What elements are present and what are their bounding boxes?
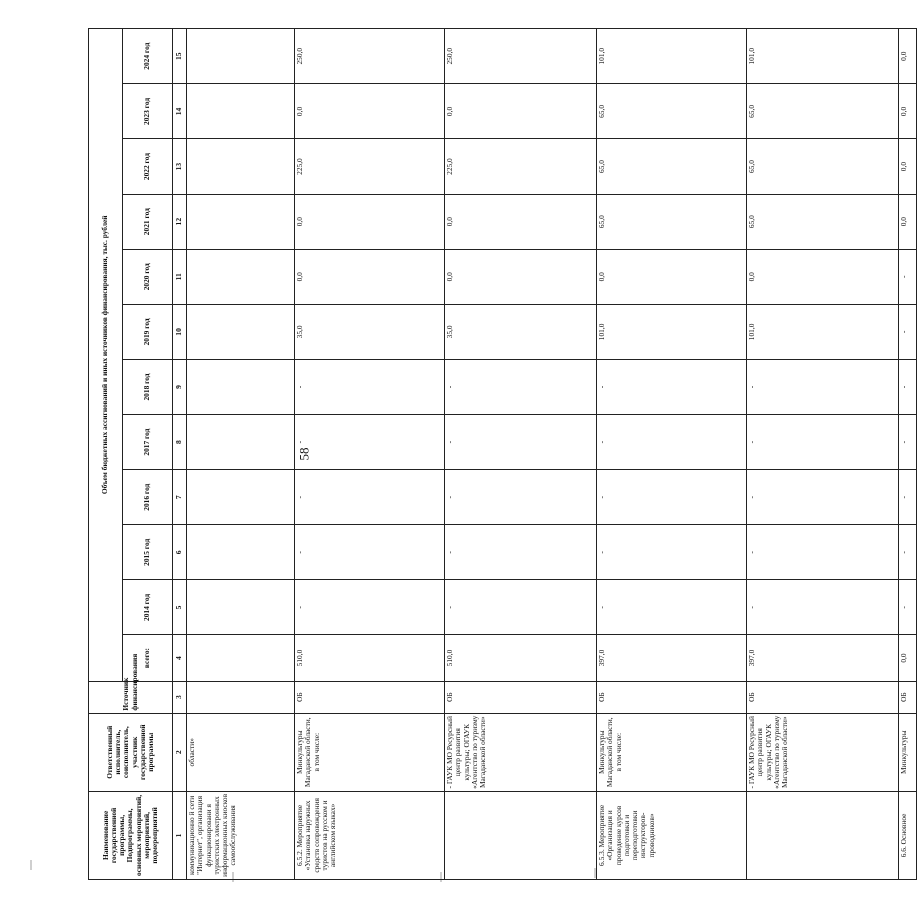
cell-year-value <box>187 139 295 194</box>
cell-year-value: - <box>747 525 899 580</box>
cell-responsible: Минкультуры Магаданской области, в том числе: <box>295 713 445 791</box>
cell-name: 6.5.2. Мероприятие «Установка наружных средств сопровождения туристов на русском и английском языках» <box>295 791 445 879</box>
cell-year-value: 101,0 <box>597 29 747 84</box>
column-index: 9 <box>173 359 187 414</box>
cell-source: ОБ <box>597 681 747 713</box>
cell-year-value: - <box>747 580 899 635</box>
column-index: 6 <box>173 525 187 580</box>
cell-year-value: - <box>899 415 917 470</box>
column-index: 14 <box>173 84 187 139</box>
cell-total: 397,0 <box>597 635 747 681</box>
cell-source: ОБ <box>899 681 917 713</box>
cell-total: 510,0 <box>295 635 445 681</box>
cell-year-value <box>187 525 295 580</box>
cell-responsible: Минкультуры Магаданской области, в том числе: <box>597 713 747 791</box>
cell-year-value: - <box>899 249 917 304</box>
cell-year-value: 65,0 <box>597 194 747 249</box>
cell-total: 397,0 <box>747 635 899 681</box>
cell-year-value: 35,0 <box>445 304 597 359</box>
header-year: 2015 год <box>123 525 173 580</box>
column-index: 3 <box>173 681 187 713</box>
header-year: 2023 год <box>123 84 173 139</box>
page-number: 58 <box>296 447 312 461</box>
cell-year-value: 0,0 <box>899 139 917 194</box>
header-year: 2016 год <box>123 470 173 525</box>
cell-year-value: - <box>295 415 445 470</box>
cell-year-value <box>187 194 295 249</box>
table-row <box>899 29 917 880</box>
cell-year-value: 225,0 <box>445 139 597 194</box>
cell-year-value: 0,0 <box>445 84 597 139</box>
cell-year-value: 0,0 <box>597 249 747 304</box>
column-index: 11 <box>173 249 187 304</box>
table-row <box>747 29 899 880</box>
cell-total <box>187 635 295 681</box>
column-index: 1 <box>173 791 187 879</box>
cell-year-value: 101,0 <box>747 304 899 359</box>
cell-year-value: - <box>445 470 597 525</box>
cell-year-value: - <box>597 415 747 470</box>
cell-name: 6.6. Основное <box>899 791 917 879</box>
cell-source: ОБ <box>747 681 899 713</box>
header-responsible: Ответственный исполнитель, соисполнитель, участник государственной программы <box>89 713 173 791</box>
cell-year-value: - <box>899 580 917 635</box>
cell-year-value: - <box>597 580 747 635</box>
cell-name <box>445 791 597 879</box>
header-total: всего: <box>123 635 173 681</box>
header-source: Источник финансирования <box>89 681 173 713</box>
cell-year-value: 65,0 <box>747 194 899 249</box>
column-index: 15 <box>173 29 187 84</box>
cell-name: 6.5.3. Мероприятие «Организация и проведение курсов подготовки и переподготовки инструкторов-проводников» <box>597 791 747 879</box>
cell-year-value: 0,0 <box>445 249 597 304</box>
cell-year-value: - <box>445 359 597 414</box>
cell-year-value: - <box>747 470 899 525</box>
header-year: 2014 год <box>123 580 173 635</box>
table-row <box>187 29 295 880</box>
cell-year-value <box>187 84 295 139</box>
cell-year-value <box>187 29 295 84</box>
column-index: 2 <box>173 713 187 791</box>
cell-source: ОБ <box>445 681 597 713</box>
cell-responsible: области» <box>187 713 295 791</box>
cell-year-value: 0,0 <box>899 194 917 249</box>
header-year: 2017 год <box>123 415 173 470</box>
cell-year-value <box>187 304 295 359</box>
cell-year-value: - <box>295 359 445 414</box>
cell-responsible: Минкультуры <box>899 713 917 791</box>
scan-mark <box>30 860 32 870</box>
cell-responsible: - ГАУК МО Ресурсный центр развития культуры; ОГАУК «Агентство по туризму Магаданской области» <box>445 713 597 791</box>
column-index: 8 <box>173 415 187 470</box>
cell-source: ОБ <box>295 681 445 713</box>
cell-year-value: - <box>445 580 597 635</box>
header-year: 2022 год <box>123 139 173 194</box>
cell-year-value: 65,0 <box>747 139 899 194</box>
column-index: 7 <box>173 470 187 525</box>
cell-year-value <box>187 470 295 525</box>
cell-source <box>187 681 295 713</box>
cell-year-value: 0,0 <box>295 84 445 139</box>
cell-year-value: 0,0 <box>899 29 917 84</box>
cell-year-value: 65,0 <box>597 139 747 194</box>
cell-year-value <box>187 415 295 470</box>
table-row <box>597 29 747 880</box>
cell-year-value: - <box>899 304 917 359</box>
cell-year-value: 101,0 <box>597 304 747 359</box>
cell-year-value: - <box>899 470 917 525</box>
cell-year-value: - <box>445 415 597 470</box>
cell-year-value: 0,0 <box>747 249 899 304</box>
cell-year-value <box>187 249 295 304</box>
cell-year-value: - <box>597 359 747 414</box>
cell-year-value: 250,0 <box>445 29 597 84</box>
header-year: 2021 год <box>123 194 173 249</box>
cell-year-value: 101,0 <box>747 29 899 84</box>
header-name: Наименование государственной программы, Подпрограммы, основных мероприятий, мероприятий, подмероприятий <box>89 791 173 879</box>
header-year: 2018 год <box>123 359 173 414</box>
column-index: 5 <box>173 580 187 635</box>
cell-year-value: 225,0 <box>295 139 445 194</box>
rotated-table-wrapper <box>88 28 908 880</box>
cell-year-value: 0,0 <box>899 84 917 139</box>
cell-total: 510,0 <box>445 635 597 681</box>
cell-year-value: - <box>747 415 899 470</box>
cell-total: 0,0 <box>899 635 917 681</box>
header-funding: Объем бюджетных ассигнований и иных источников финансирования, тыс. рублей <box>89 29 123 682</box>
cell-name <box>747 791 899 879</box>
header-year: 2020 год <box>123 249 173 304</box>
cell-year-value <box>187 359 295 414</box>
cell-year-value: 35,0 <box>295 304 445 359</box>
table-row <box>445 29 597 880</box>
column-index: 13 <box>173 139 187 194</box>
cell-year-value: - <box>295 470 445 525</box>
header-year: 2024 год <box>123 29 173 84</box>
cell-year-value: - <box>899 525 917 580</box>
column-index: 4 <box>173 635 187 681</box>
cell-year-value: 250,0 <box>295 29 445 84</box>
cell-year-value: - <box>295 580 445 635</box>
cell-name: коммуникационно й сети "Интернет", организация функционировани я туристских электронных информационных киосков самообслуживания <box>187 791 295 879</box>
cell-responsible: - ГАУК МО Ресурсный центр развития культуры; ОГАУК «Агентство по туризму Магаданской области» <box>747 713 899 791</box>
budget-table <box>88 28 917 880</box>
cell-year-value: 65,0 <box>747 84 899 139</box>
cell-year-value: - <box>899 359 917 414</box>
cell-year-value: - <box>597 525 747 580</box>
cell-year-value: 0,0 <box>295 249 445 304</box>
cell-year-value: - <box>747 359 899 414</box>
header-year: 2019 год <box>123 304 173 359</box>
table-row <box>295 29 445 880</box>
cell-year-value: 0,0 <box>295 194 445 249</box>
column-index: 10 <box>173 304 187 359</box>
cell-year-value <box>187 580 295 635</box>
cell-year-value: - <box>295 525 445 580</box>
column-index: 12 <box>173 194 187 249</box>
cell-year-value: - <box>597 470 747 525</box>
cell-year-value: 65,0 <box>597 84 747 139</box>
cell-year-value: - <box>445 525 597 580</box>
cell-year-value: 0,0 <box>445 194 597 249</box>
